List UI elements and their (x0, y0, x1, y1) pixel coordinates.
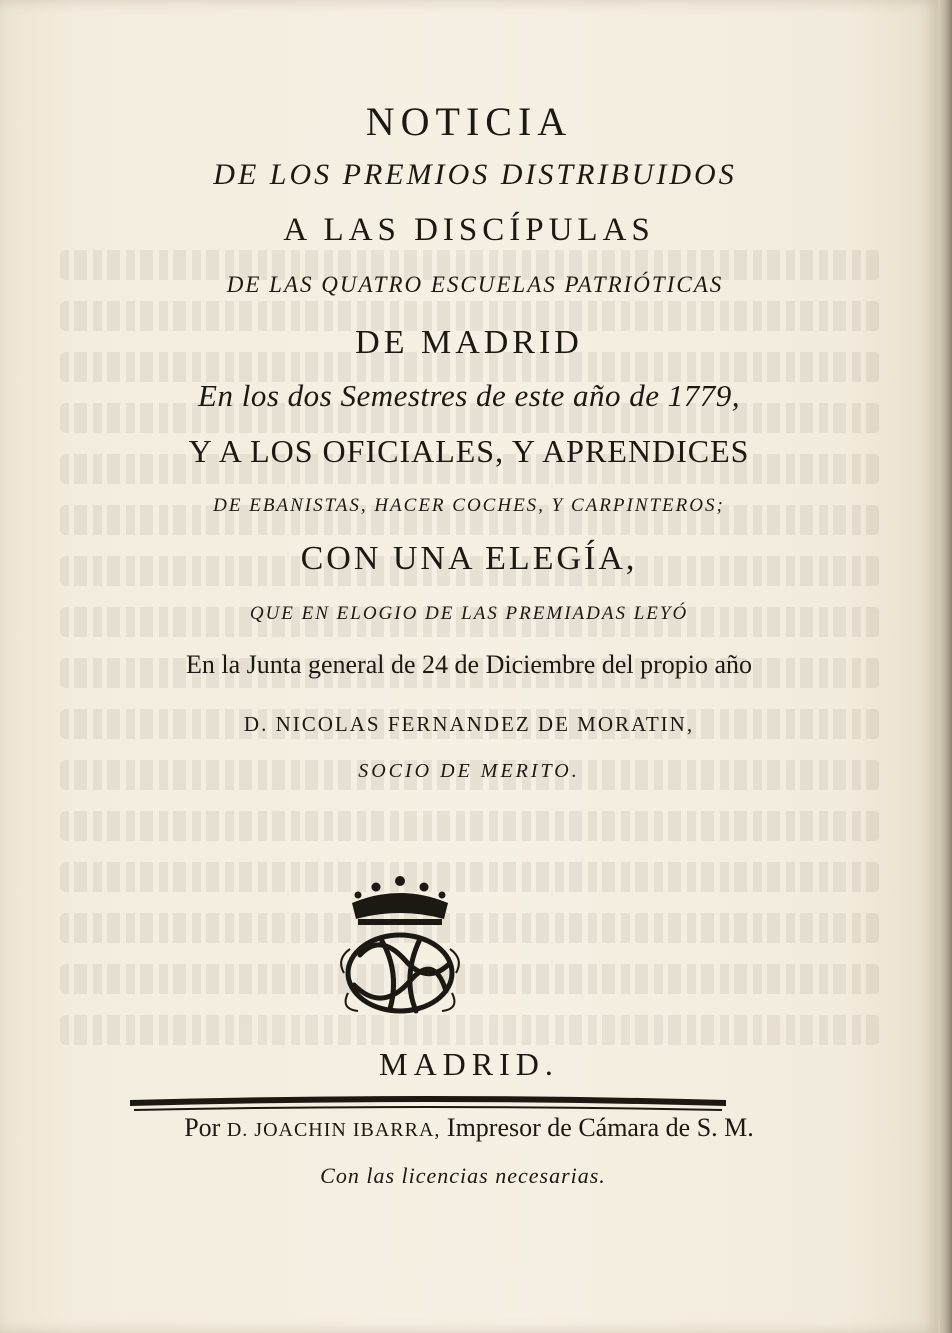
subtitle-line-6: En los dos Semestres de este año de 1779, (198, 378, 740, 413)
author-role: SOCIO DE MERITO. (358, 760, 580, 782)
printer-line (0, 1113, 938, 1143)
licence-line: Con las licencias necesarias. (320, 1163, 606, 1188)
printer-name: D. JOACHIN IBARRA, (226, 1119, 441, 1141)
subtitle-line-5: DE MADRID (355, 324, 583, 361)
subtitle-line-7: Y A LOS OFICIALES, Y APRENDICES (188, 433, 750, 469)
imprint-city: MADRID. (379, 1046, 559, 1082)
subtitle-line-8: DE EBANISTAS, HACER COCHES, Y CARPINTEROS; (213, 495, 725, 516)
author-name: D. NICOLAS FERNANDEZ DE MORATIN, (243, 712, 695, 736)
subtitle-line-2: DE LOS PREMIOS DISTRIBUIDOS (213, 158, 737, 191)
subtitle-line-3: A LAS DISCÍPULAS (283, 212, 655, 248)
crowned-monogram-ornament (330, 873, 470, 1023)
subtitle-line-4: DE LAS QUATRO ESCUELAS PATRIÓTICAS (226, 272, 724, 297)
binding-edge (938, 0, 952, 1333)
page-title: NOTICIA (365, 99, 573, 144)
subtitle-line-10: QUE EN ELOGIO DE LAS PREMIADAS LEYÓ (249, 603, 689, 624)
printer-title: Impresor de Cámara de S. M. (446, 1113, 754, 1142)
printer-prefix: Por (184, 1113, 221, 1142)
subtitle-line-9: CON UNA ELEGÍA, (300, 540, 638, 577)
subtitle-line-11: En la Junta general de 24 de Diciembre del propio año (185, 650, 753, 679)
